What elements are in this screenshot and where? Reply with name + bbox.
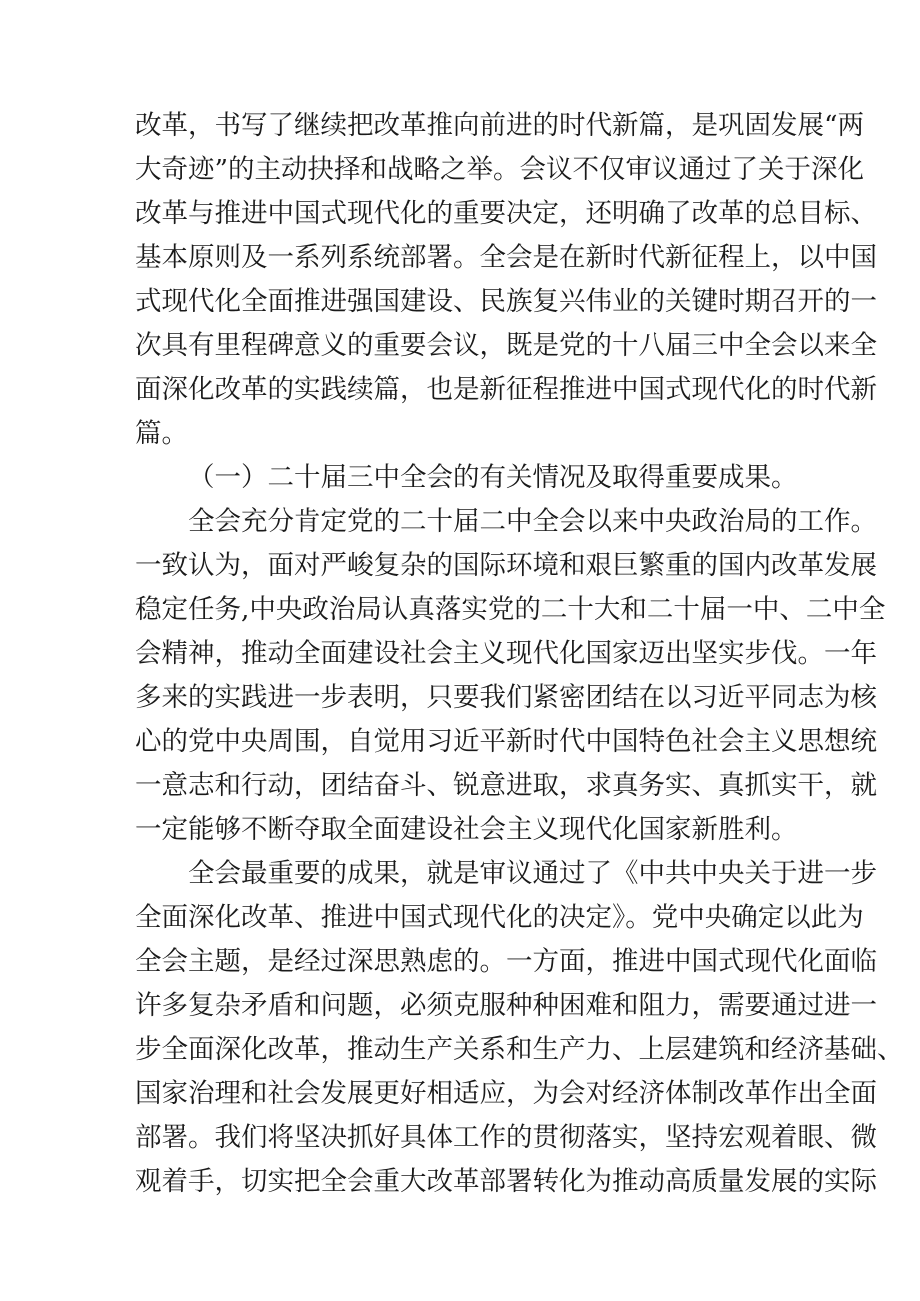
text-line: 面深化改革的实践续篇，也是新征程推进中国式现代化的时代新 — [135, 374, 877, 405]
text-line: 国家治理和社会发展更好相适应，为会对经济体制改革作出全面 — [135, 1078, 877, 1109]
text-line: 式现代化全面推进强国建设、民族复兴伟业的关键时期召开的一 — [135, 286, 877, 317]
text-line: 心的党中央周围，自觉用习近平新时代中国特色社会主义思想统 — [135, 726, 877, 757]
text-line: 稳定任务,中央政治局认真落实党的二十大和二十届一中、二中全 — [135, 594, 886, 625]
text-line: 许多复杂矛盾和问题，必须克服种种困难和阻力，需要通过进一 — [135, 990, 877, 1021]
text-line: 大奇迹”的主动抉择和战略之举。会议不仅审议通过了关于深化 — [135, 154, 865, 185]
text-line: 篇。 — [135, 418, 188, 449]
text-line: 基本原则及一系列系统部署。全会是在新时代新征程上，以中国 — [135, 242, 877, 273]
text-line: 全会主题，是经过深思熟虑的。一方面，推进中国式现代化面临 — [135, 946, 877, 977]
text-line: 部署。我们将坚决抓好具体工作的贯彻落实，坚持宏观着眼、微 — [135, 1122, 877, 1153]
text-line: 全会充分肯定党的二十届二中全会以来中央政治局的工作。 — [188, 506, 877, 537]
text-line: 一致认为，面对严峻复杂的国际环境和艰巨繁重的国内改革发展 — [135, 550, 877, 581]
text-line: 步全面深化改革，推动生产关系和生产力、上层建筑和经济基础、 — [135, 1034, 904, 1065]
text-line: 会精神，推动全面建设社会主义现代化国家迈出坚实步伐。一年 — [135, 638, 877, 669]
text-line: 改革，书写了继续把改革推向前进的时代新篇，是巩固发展“两 — [135, 110, 865, 141]
text-line: 改革与推进中国式现代化的重要决定，还明确了改革的总目标、 — [135, 198, 877, 229]
section-heading: （一）二十届三中全会的有关情况及取得重要成果。 — [188, 462, 798, 493]
text-line: 全面深化改革、推进中国式现代化的决定》。党中央确定以此为 — [135, 902, 864, 933]
text-line: 全会最重要的成果，就是审议通过了《中共中央关于进一步 — [188, 858, 877, 889]
text-line: 多来的实践进一步表明，只要我们紧密团结在以习近平同志为核 — [135, 682, 877, 713]
text-line: 观着手，切实把全会重大改革部署转化为推动高质量发展的实际 — [135, 1166, 877, 1197]
text-line: 一定能够不断夺取全面建设社会主义现代化国家新胜利。 — [135, 814, 798, 845]
text-line: 次具有里程碑意义的重要会议，既是党的十八届三中全会以来全 — [135, 330, 877, 361]
text-line: 一意志和行动，团结奋斗、锐意进取，求真务实、真抓实干，就 — [135, 770, 877, 801]
